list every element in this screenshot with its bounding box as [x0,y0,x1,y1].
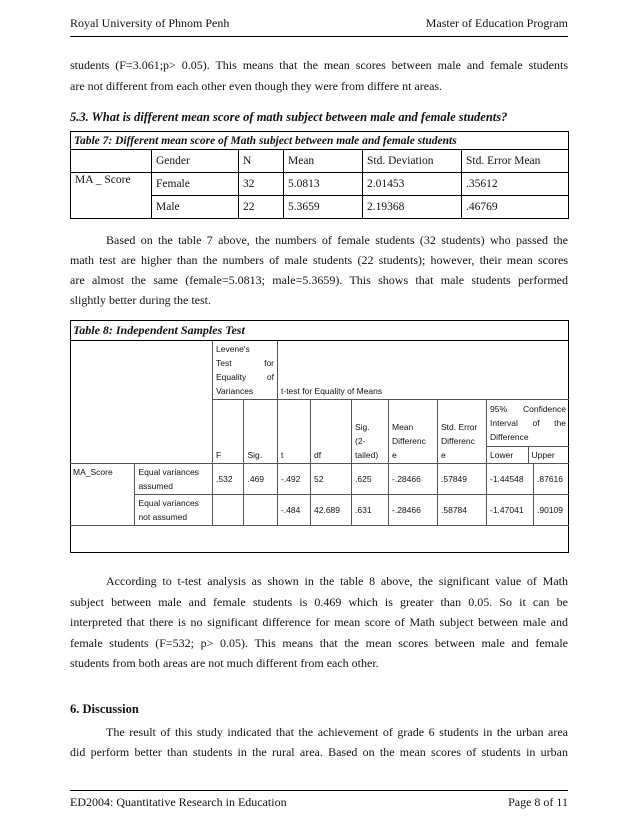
levene-header [213,341,278,400]
table-cell: 5.0813 [284,173,363,196]
table-cell: .532 [213,464,244,495]
section-heading-6: 6. Discussion [70,702,139,716]
table-cell [213,495,244,526]
paragraph-4 [70,722,568,762]
table-cell: -1.47041 [487,495,534,526]
text-line: are not different from each other even though they were from differe nt areas. [70,79,443,93]
col-header-lower: Lower [487,447,529,463]
header-program: Master of Education Program [425,16,568,30]
table-7 [70,131,569,219]
table-cell: 2.01453 [363,173,462,196]
table-7-caption: Table 7: Different mean score of Math subject between male and female students [71,132,569,150]
col-header-confidence-interval [487,400,570,464]
table-cell: .46769 [462,196,569,219]
table-cell: 2.19368 [363,196,462,219]
col-header-sig-2-tailed: Sig. (2- tailed) [352,400,389,464]
text-line: According to t-test analysis as shown in the table 8 above, the significant value of Math [106,574,568,588]
table-row [70,464,569,495]
col-header-std-error-difference: Std. Error Differenc e [438,400,487,464]
paragraph-3 [70,571,568,674]
paragraph-2 [70,230,568,310]
table-cell: -.28466 [389,464,438,495]
table-header-row [71,150,569,173]
table-header-cell: Std. Deviation [363,150,462,173]
text-line: math test are higher than the numbers of male students (22 students); however, their mean scores [70,253,568,267]
table-row-label: MA_Score [70,464,135,526]
table-cell: .625 [352,464,389,495]
col-header-mean-difference: Mean Differenc e [389,400,438,464]
table-header-cell: Std. Error Mean [462,150,569,173]
table-header-cell [71,150,152,173]
table-8-caption: Table 8: Independent Samples Test [70,320,569,341]
table-cell: Female [152,173,239,196]
table-row-sublabel: Equal variances not assumed [135,495,213,526]
footer-course: ED2004: Quantitative Research in Education [70,795,287,809]
table-cell: Male [152,196,239,219]
table-cell: -.484 [278,495,311,526]
text-line: Variances [216,386,254,396]
text-line: Equality of [216,372,274,382]
text-line: students from both areas are not much different from each other. [70,656,379,670]
table-cell: .35612 [462,173,569,196]
header-rule [70,36,568,37]
table-cell: .469 [244,464,278,495]
table-header-cell: Mean [284,150,363,173]
table-row-label: MA _ Score [71,173,152,219]
col-header-t: t [278,400,311,464]
table-cell: .87616 [534,464,570,495]
table-cell: -1.44548 [487,464,534,495]
table-cell: -.28466 [389,495,438,526]
text-line: slightly better during the test. [70,293,211,307]
col-header-f: F [213,400,244,464]
table-corner [70,341,213,464]
text-line: subject between male and female students is 0.469 which is greater than 0.05. So it can be [70,594,568,609]
ttest-header: t-test for Equality of Means [278,341,570,400]
text-line: The result of this study indicated that the achievement of grade 6 students in the urban area [106,725,568,739]
text-line: students (F=3.061;p> 0.05). This means that the mean scores between male and female students [70,58,568,72]
table-cell: 42.689 [311,495,352,526]
text-line: Levene's [216,344,250,354]
table-cell: 32 [239,173,284,196]
text-line: Interval of the [490,418,566,428]
table-8 [70,320,569,526]
col-header-sig: Sig. [244,400,278,464]
text-line: 95% Confidence [490,404,566,414]
table-cell [244,495,278,526]
col-header-upper: Upper [531,450,555,460]
text-line: Difference [490,432,529,442]
table-row [71,173,569,196]
text-line: Test for [216,358,274,368]
table-cell: .58784 [438,495,487,526]
table-cell: 52 [311,464,352,495]
text-line: interpreted that there is no significant difference for mean score of Math subject between male and [70,615,568,629]
col-header-df: df [311,400,352,464]
section-heading-5-3: 5.3. What is different mean score of math subject between male and female students? [70,110,508,124]
table-cell: .90109 [534,495,570,526]
text-line: female students (F=532; p> 0.05). This means that the mean scores between male and female [70,635,568,650]
text-line: are almost the same (female=5.0813; male=5.3659). This shows that male students performed [70,273,568,287]
table-row-sublabel: Equal variances assumed [135,464,213,495]
table-cell: -.492 [278,464,311,495]
table-header-cell: N [239,150,284,173]
text-line: did perform better than students in the rural area. Based on the mean scores of students in urban [70,745,568,759]
footer-page-number: Page 8 of 11 [508,795,568,809]
table-cell: .631 [352,495,389,526]
table-row [70,495,569,526]
table-header-cell: Gender [152,150,239,173]
paragraph-1 [70,55,568,97]
footer-rule [70,790,568,791]
header-university: Royal University of Phnom Penh [70,16,230,30]
text-line: Based on the table 7 above, the numbers of female students (32 students) who passed the [106,233,568,247]
table-cell: .57849 [438,464,487,495]
table-cell: 5.3659 [284,196,363,219]
table-cell: 22 [239,196,284,219]
